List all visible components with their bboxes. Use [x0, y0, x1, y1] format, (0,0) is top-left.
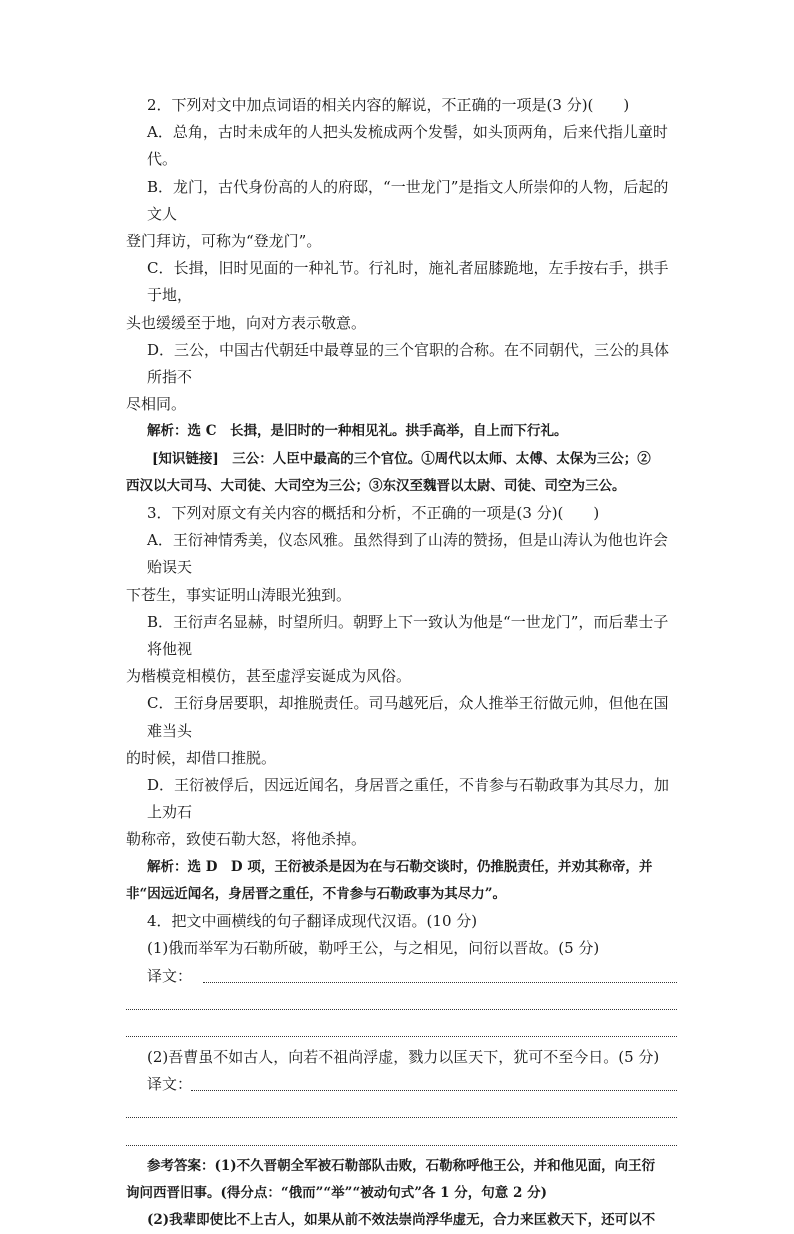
question-2-option-c-line1: C．长揖，旧时见面的一种礼节。行礼时，施礼者屈膝跪地，左手按右手，拱手于地， — [147, 259, 669, 305]
question-4-sentence-1: (1)俄而举军为石勒所破，勒呼王公，与之相见，问衍以晋故。(5 分) — [147, 939, 600, 958]
knowledge-link-line1: [知识链接] 三公：人臣中最高的三个官位。①周代以太师、太傅、太保为三公；② — [152, 450, 651, 467]
question-3-analysis-line1: 解析：选 D D 项，王衍被杀是因为在与石勒交谈时，仍推脱责任，并劝其称帝，并 — [147, 858, 653, 875]
question-4-stem: 4．把文中画横线的句子翻译成现代汉语。(10 分) — [147, 912, 478, 931]
knowledge-link-line2: 西汉以大司马、大司徒、大司空为三公；③东汉至魏晋以太尉、司徒、司空为三公。 — [126, 477, 626, 494]
answer-blank-line[interactable] — [126, 1145, 677, 1146]
question-3-analysis-line2: 非“因远近闻名，身居晋之重任，不肯参与石勒政事为其尽力”。 — [126, 885, 507, 902]
question-3-option-d-line1: D．王衍被俘后，因远近闻名，身居晋之重任，不肯参与石勒政事为其尽力，加上劝石 — [147, 776, 670, 822]
question-2-analysis: 解析：选 C 长揖，是旧时的一种相见礼。拱手高举，自上而下行礼。 — [147, 423, 568, 440]
answer-blank-line[interactable] — [191, 1090, 677, 1091]
question-2-stem: 2．下列对文中加点词语的相关内容的解说，不正确的一项是(3 分)( ) — [147, 96, 630, 114]
question-3-option-b-line1: B．王衍声名显赫，时望所归。朝野上下一致认为他是“一世龙门”，而后辈士子将他视 — [147, 612, 669, 659]
question-3-option-c-line1: C．王衍身居要职，却推脱责任。司马越死后，众人推举王衍做元帅，但他在国难当头 — [147, 694, 669, 740]
question-2-option-a: A．总角，古时未成年的人把头发梳成两个发髻，如头顶两角，后来代指儿童时代。 — [147, 123, 668, 169]
question-2-option-b-line1: B．龙门，古代身份高的人的府邸，“一世龙门”是指文人所崇仰的人物，后起的文人 — [147, 177, 669, 223]
document-body — [126, 92, 675, 1234]
translation-label: 译文： — [147, 1075, 193, 1094]
question-4-sentence-2: (2)吾曹虽不如古人，向若不祖尚浮虚，戮力以匡天下，犹可不至今日。(5 分) — [147, 1048, 660, 1067]
translation-1-line3[interactable] — [126, 1017, 675, 1044]
question-2-option-b-line2: 登门拜访，可称为“登龙门”。 — [126, 232, 322, 251]
translation-2-line3[interactable] — [126, 1126, 675, 1153]
question-2-option-d-line1: D．三公，中国古代朝廷中最尊显的三个官职的合称。在不同朝代，三公的具体所指不 — [147, 340, 670, 387]
question-3 — [126, 500, 675, 908]
question-3-option-c-line2: 的时候，却借口推脱。 — [126, 748, 277, 767]
question-3-option-d-line2: 勒称帝，致使石勒大怒，将他杀掉。 — [126, 830, 367, 849]
reference-answer-line2: 询问西晋旧事。(得分点：“俄而”“举”“被动句式”各 1 分，句意 2 分) — [126, 1185, 547, 1202]
translation-2-line2[interactable] — [126, 1098, 675, 1125]
translation-1-line2[interactable] — [126, 990, 675, 1017]
answer-blank-line[interactable] — [126, 1117, 677, 1118]
question-3-option-a-line1: A．王衍神情秀美，仪态风雅。虽然得到了山涛的赞扬，但是山涛认为他也许会贻误天 — [147, 531, 668, 577]
translation-1-line1[interactable] — [147, 963, 675, 990]
reference-answer-line3: (2)我辈即使比不上古人，如果从前不效法崇尚浮华虚无，合力来匡救天下，还可以不 — [147, 1212, 656, 1229]
translation-2-line1[interactable] — [147, 1071, 675, 1098]
question-3-option-b-line2: 为楷模竞相模仿，甚至虚浮妄诞成为风俗。 — [126, 667, 412, 686]
question-2-option-c-line2: 头也缓缓至于地，向对方表示敬意。 — [126, 313, 367, 332]
answer-blank-line[interactable] — [203, 982, 677, 983]
answer-blank-line[interactable] — [126, 1009, 677, 1010]
question-2-option-d-line2: 尽相同。 — [126, 395, 187, 414]
question-3-option-a-line2: 下苍生，事实证明山涛眼光独到。 — [126, 585, 352, 604]
reference-answer-line1: 参考答案：(1)不久晋朝全军被石勒部队击败，石勒称呼他王公，并和他见面，向王衍 — [147, 1157, 656, 1174]
answer-blank-line[interactable] — [126, 1036, 677, 1037]
question-3-stem: 3．下列对原文有关内容的概括和分析，不正确的一项是(3 分)( ) — [147, 504, 600, 523]
question-2 — [126, 92, 675, 500]
translation-label: 译文： — [147, 966, 193, 985]
question-4 — [126, 908, 675, 1234]
